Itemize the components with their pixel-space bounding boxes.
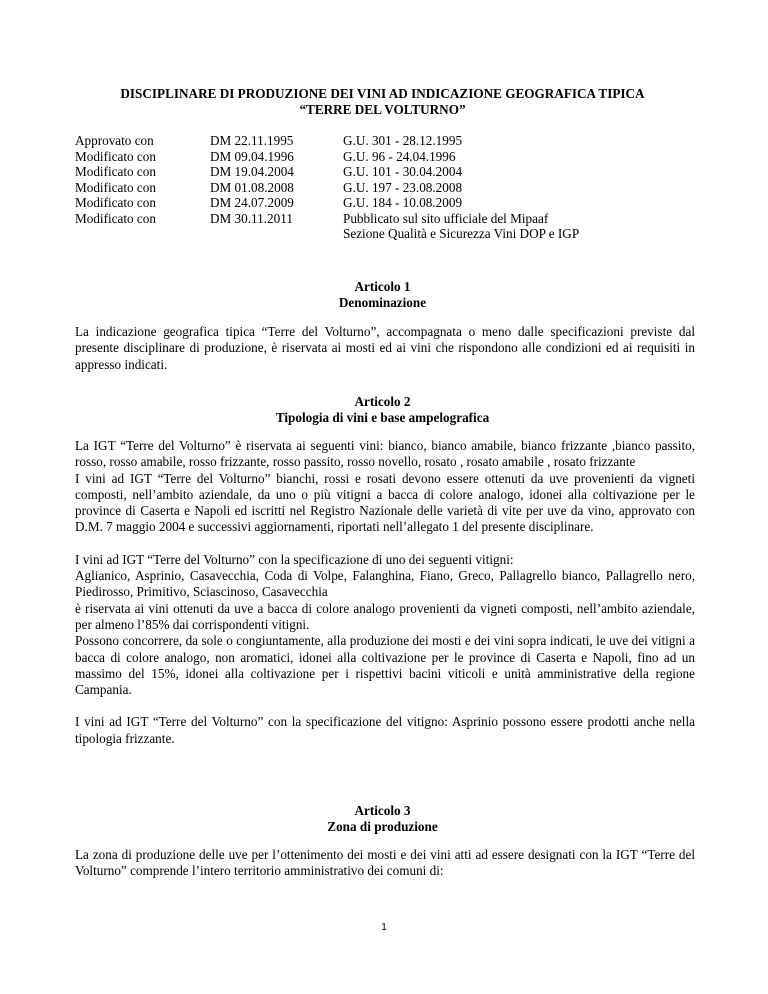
paragraph: I vini ad IGT “Terre del Volturno” bianchi, rossi e rosati devono essere ottenuti da uve provenienti da vigneti composti, nell’ambito aziendale, da uno o più vitigni a bacca di colore analogo, idonei alla coltivazione per le province di Caserta e Napoli ed iscritti nel Registro Nazionale delle varietà di vite per uve da vino, approvato con D.M. 7 maggio 2004 e successivi aggiornamenti, riportati nell’allegato 1 del presente disciplinare. [75, 470, 695, 535]
article-2-body [75, 438, 695, 747]
history-status: Modificato con [75, 164, 156, 179]
paragraph: I vini ad IGT “Terre del Volturno” con la specificazione del vitigno: Asprinio possono essere prodotti anche nella tipologia frizzante. [75, 714, 695, 746]
article-number: Articolo 3 [354, 803, 411, 818]
history-decree: DM 22.11.1995 [210, 133, 294, 148]
document-title [60, 86, 705, 118]
article-title: Tipologia di vini e base ampelografica [275, 410, 490, 425]
article-1-body [75, 324, 695, 373]
history-publication: G.U. 101 - 30.04.2004 [343, 164, 463, 179]
paragraph: La indicazione geografica tipica “Terre del Volturno”, accompagnata o meno dalle specificazioni previste dal presente disciplinare di produzione, è riservata ai mosti ed ai vini che rispondono alle condizioni ed ai requisiti in appresso indicati. [75, 324, 695, 372]
title-line-1: DISCIPLINARE DI PRODUZIONE DEI VINI AD INDICAZIONE GEOGRAFICA TIPICA [120, 86, 645, 101]
article-title: Zona di produzione [327, 819, 438, 834]
article-2-heading [60, 394, 705, 426]
article-3-body [75, 847, 695, 880]
history-decree: DM 09.04.1996 [210, 148, 294, 164]
article-number: Articolo 2 [354, 394, 411, 409]
history-decree: DM 30.11.2011 [210, 210, 293, 226]
history-status: Modificato con [75, 195, 156, 210]
grape-variety-list: Aglianico, Asprinio, Casavecchia, Coda di Volpe, Falanghina, Fiano, Greco, Pallagrello bianco, Pallagrello nero, Piedirosso, Primitivo, Sciascinoso, Casavecchia [75, 568, 695, 600]
paragraph: Possono concorrere, da sole o congiuntamente, alla produzione dei mosti e dei vini sopra indicati, le uve dei vitigni a bacca di colore analogo, non aromatici, idonei alla coltivazione per le province di Caserta e Napoli, fino ad un massimo del 15%, idonei alla coltivazione per i rispettivi bacini viticoli e unità amministrative della regione Campania. [75, 633, 695, 698]
history-decree: DM 01.08.2008 [210, 179, 294, 195]
history-publication: G.U. 197 - 23.08.2008 [343, 179, 463, 195]
paragraph: La IGT “Terre del Volturno” è riservata ai seguenti vini: bianco, bianco amabile, bianco frizzante ,bianco passito, rosso, rosso amabile, rosso frizzante, rosso passito, rosso novello, rosato , rosato amabile , rosato frizzante [75, 438, 695, 470]
article-1-heading [60, 279, 705, 311]
page-number: 1 [381, 922, 387, 933]
paragraph: La zona di produzione delle uve per l’ottenimento dei mosti e dei vini atti ad essere designati con la IGT “Terre del Volturno” comprende l’intero territorio amministrativo dei comuni di: [75, 847, 695, 879]
paragraph: I vini ad IGT “Terre del Volturno” con la specificazione di uno dei seguenti vitigni: [75, 551, 514, 567]
history-publication: Pubblicato sul sito ufficiale del Mipaaf [343, 210, 549, 226]
history-publication: G.U. 184 - 10.08.2009 [343, 195, 463, 210]
article-title: Denominazione [338, 295, 427, 310]
article-3-heading [60, 803, 705, 835]
history-status: Modificato con [75, 179, 156, 195]
history-status: Modificato con [75, 210, 156, 226]
history-decree: DM 24.07.2009 [210, 195, 294, 210]
history-publication: Sezione Qualità e Sicurezza Vini DOP e IGP [343, 226, 580, 241]
paragraph: è riservata ai vini ottenuti da uve a bacca di colore analogo provenienti da vigneti composti, nell’ambito aziendale, per almeno l’85% dai corrispondenti vitigni. [75, 600, 695, 632]
history-publication: G.U. 96 - 24.04.1996 [343, 148, 456, 164]
article-number: Articolo 1 [354, 279, 411, 294]
title-line-2: “TERRE DEL VOLTURNO” [299, 102, 466, 117]
history-decree: DM 19.04.2004 [210, 164, 294, 179]
history-publication: G.U. 301 - 28.12.1995 [343, 133, 463, 148]
history-status: Modificato con [75, 148, 156, 164]
history-status: Approvato con [75, 133, 154, 148]
